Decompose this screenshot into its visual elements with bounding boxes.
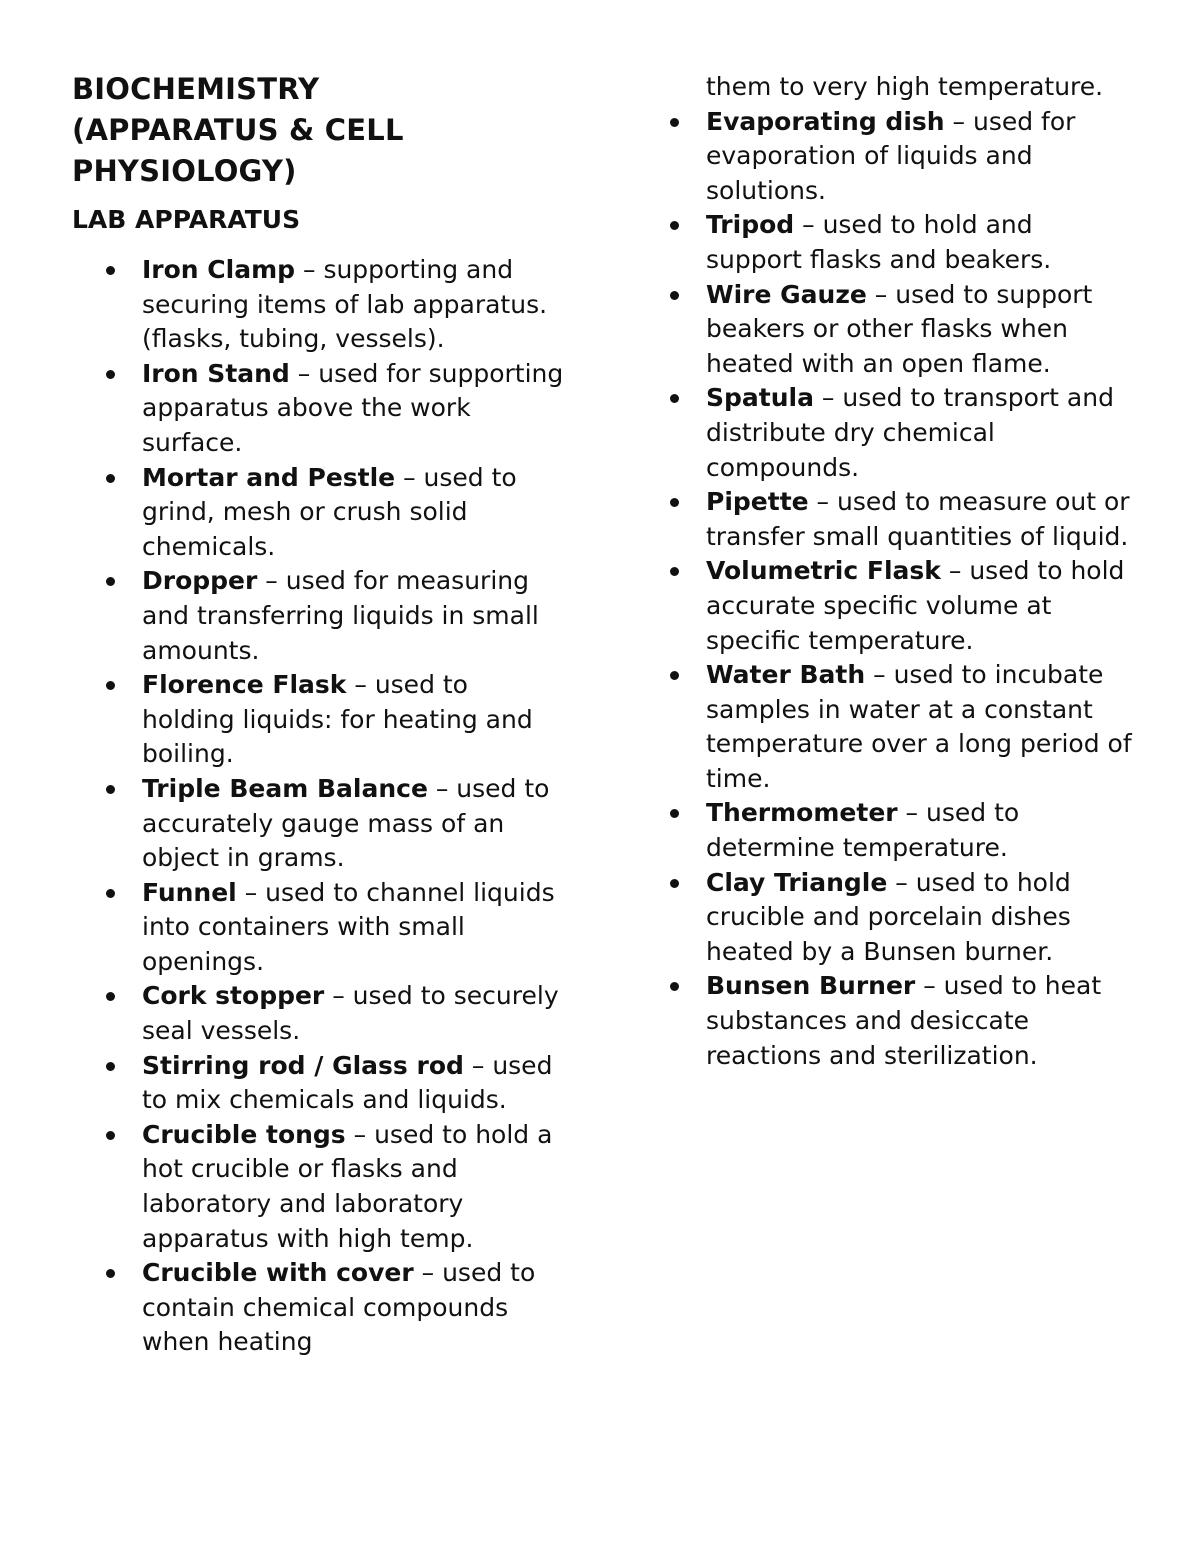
list-item [706,658,1136,796]
apparatus-description: – used to contain chemical compounds when heating [142,1258,536,1357]
list-item-continuation: them to very high temperature. [706,72,1104,101]
apparatus-description: – used to hold crucible and porcelain dishes heated by a Bunsen burner. [706,867,1071,966]
apparatus-description: – used to channel liquids into containers with small openings. [142,877,555,976]
apparatus-description: – used for measuring and transferring liquids in small amounts. [142,566,539,665]
apparatus-description: – used to support beakers or other flasks when heated with an open flame. [706,279,1093,378]
apparatus-description: – used to grind, mesh or crush solid chemicals. [142,462,517,561]
apparatus-description: – used for evaporation of liquids and solutions. [706,106,1076,205]
list-item [706,485,1136,554]
list-item [142,461,567,565]
list-item [142,979,567,1048]
apparatus-term: Spatula [706,383,814,413]
apparatus-description: – supporting and securing items of lab apparatus. (flasks, tubing, vessels). [142,255,548,354]
document-title: BIOCHEMISTRY (APPARATUS & CELL PHYSIOLOGY) [72,72,404,188]
apparatus-description: – used to determine temperature. [706,798,1020,863]
apparatus-description: – used to hold and support flasks and beakers. [706,210,1052,274]
list-item [706,105,1136,209]
apparatus-term: Clay Triangle [706,867,888,897]
apparatus-description: – used for supporting apparatus above the work surface. [142,358,564,457]
apparatus-description: – used to hold a hot crucible or flasks and laboratory and laboratory apparatus with high temp. [142,1119,553,1253]
apparatus-description: – used to securely seal vessels. [142,981,559,1046]
section-heading: LAB APPARATUS [72,205,301,234]
apparatus-description: – used to holding liquids: for heating and boiling. [142,670,533,769]
list-item [142,772,567,876]
apparatus-term: Crucible with cover [142,1258,414,1288]
list-item [142,1118,567,1256]
apparatus-description: – used to hold accurate specific volume at specific temperature. [706,556,1125,655]
list-item [142,253,567,357]
apparatus-term: Iron Stand [142,358,290,388]
apparatus-term: Pipette [706,487,809,517]
list-item [142,1256,567,1360]
apparatus-term: Mortar and Pestle [142,462,396,492]
list-item [706,554,1136,658]
apparatus-list-right [706,70,1136,1073]
list-item [706,278,1136,382]
apparatus-term: Dropper [142,566,258,596]
list-item [142,668,567,772]
apparatus-term: Stirring rod / Glass rod [142,1050,464,1080]
apparatus-description: – used to mix chemicals and liquids. [142,1050,553,1115]
apparatus-term: Triple Beam Balance [142,773,428,803]
apparatus-term: Iron Clamp [142,255,296,284]
list-item [706,796,1136,865]
list-item [706,208,1136,277]
apparatus-term: Evaporating dish [706,106,945,136]
apparatus-term: Bunsen Burner [706,971,916,1001]
apparatus-term: Tripod [706,210,795,240]
list-item [142,876,567,980]
apparatus-description: – used to heat substances and desiccate reactions and sterilization. [706,971,1102,1070]
list-item [142,1049,567,1118]
apparatus-term: Crucible tongs [142,1119,346,1149]
apparatus-term: Wire Gauze [706,279,867,309]
apparatus-term: Water Bath [706,660,866,690]
apparatus-description: – used to incubate samples in water at a constant temperature over a long period of time. [706,660,1132,793]
apparatus-description: – used to accurately gauge mass of an object in grams. [142,773,550,873]
apparatus-term: Cork stopper [142,981,325,1011]
apparatus-description: – used to transport and distribute dry chemical compounds. [706,383,1114,482]
apparatus-term: Florence Flask [142,670,347,700]
apparatus-list-left [142,253,567,1360]
apparatus-term: Thermometer [706,798,898,828]
list-item [142,357,567,461]
apparatus-term: Volumetric Flask [706,556,941,586]
list-item [706,969,1136,1073]
apparatus-term: Funnel [142,877,237,907]
apparatus-description: – used to measure out or transfer small quantities of liquid. [706,487,1130,551]
list-item [706,866,1136,970]
list-item [706,381,1136,485]
list-item [142,564,567,668]
